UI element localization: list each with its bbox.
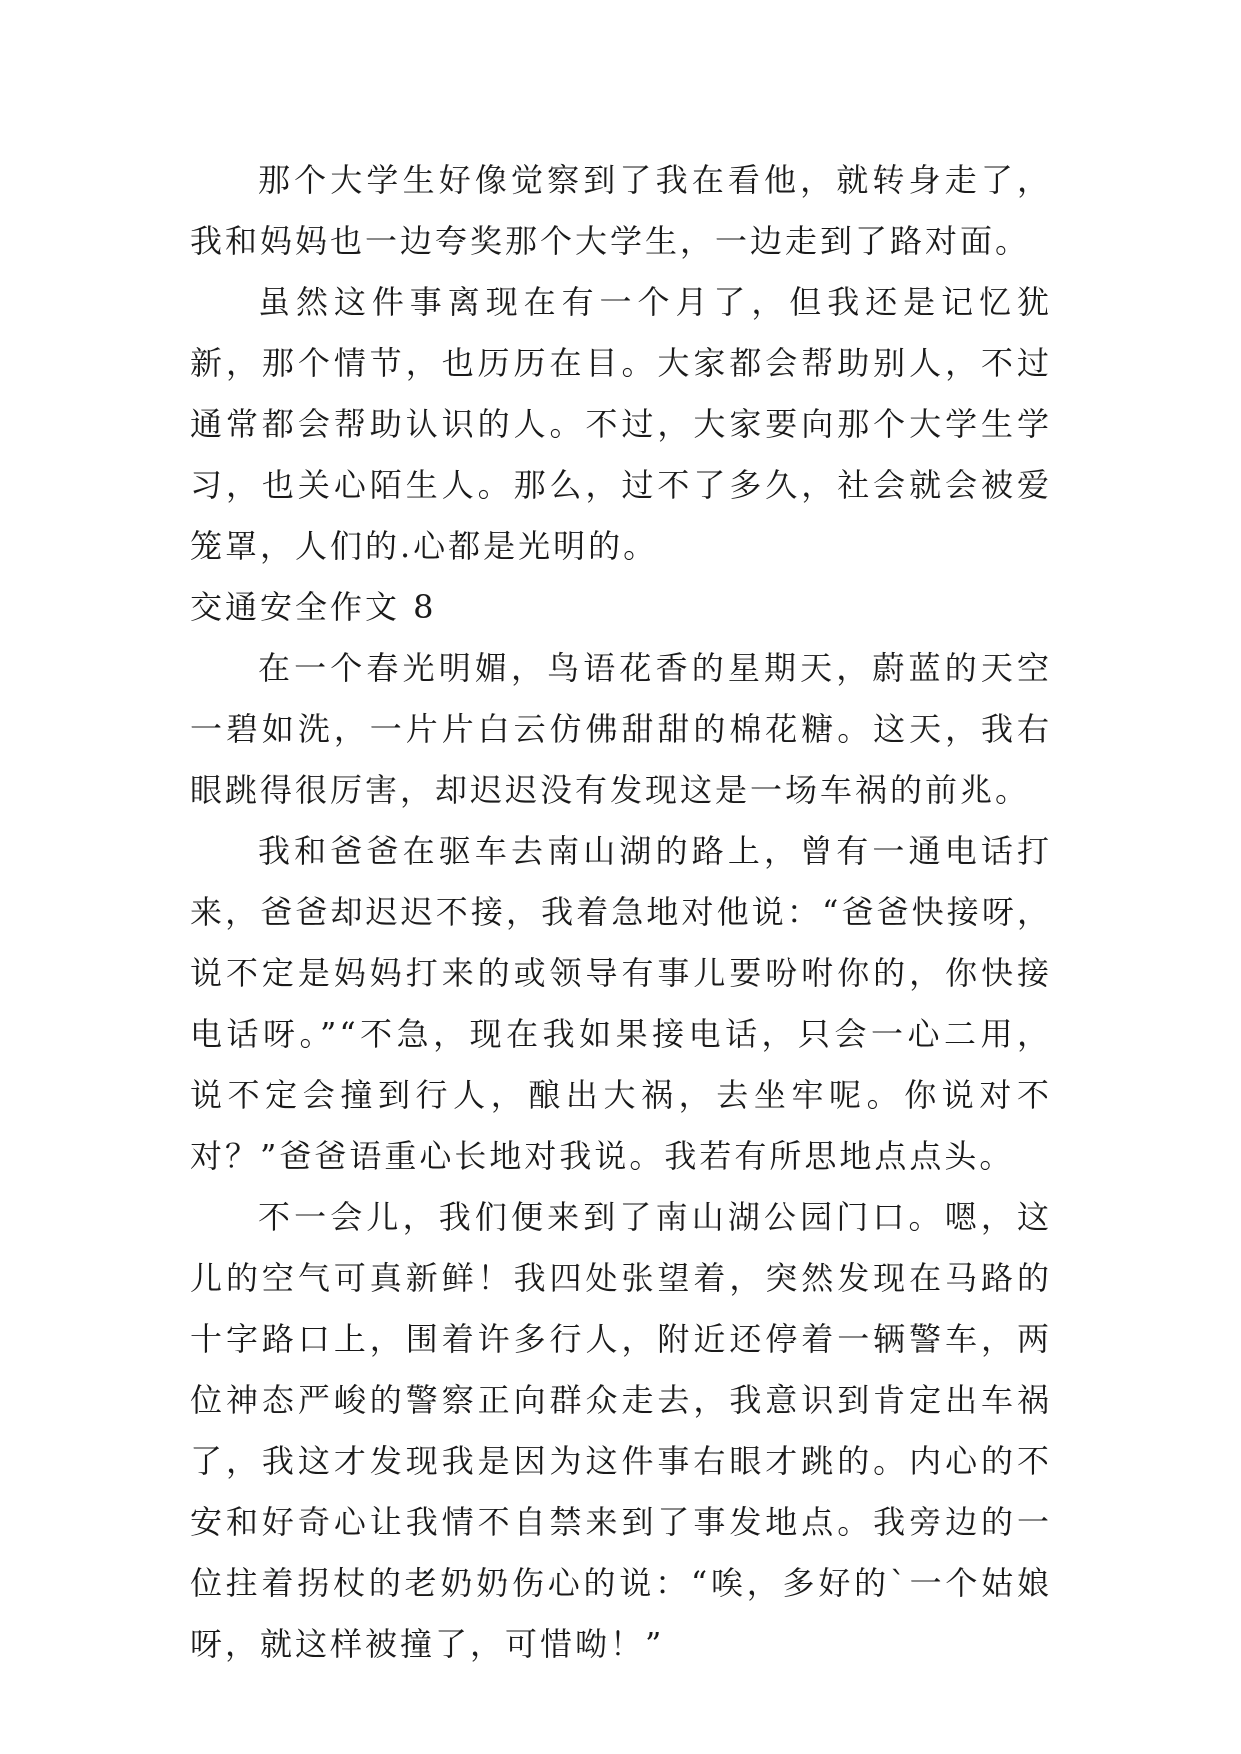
paragraph-5: 不一会儿，我们便来到了南山湖公园门口。嗯，这儿的空气可真新鲜！我四处张望着，突然发现在马路的十字路口上，围着许多行人，附近还停着一辆警车，两位神态严峻的警察正向群众走去，我意识到肯定出车祸了，我这才发现我是因为这件事右眼才跳的。内心的不安和好奇心让我情不自禁来到了事发地点。我旁边的一位拄着拐杖的老奶奶伤心的说：“唉，多好的`一个姑娘呀，就这样被撞了，可惜呦！” [190, 1198, 1052, 1663]
paragraph-2: 虽然这件事离现在有一个月了，但我还是记忆犹新，那个情节，也历历在目。大家都会帮助别人，不过通常都会帮助认识的人。不过，大家要向那个大学生学习，也关心陌生人。那么，过不了多久，社会就会被爱笼罩，人们的.心都是光明的。 [190, 283, 1052, 565]
paragraph-4: 我和爸爸在驱车去南山湖的路上，曾有一通电话打来，爸爸却迟迟不接，我着急地对他说：“爸爸快接呀，说不定是妈妈打来的或领导有事儿要吩咐你的，你快接电话呀。”“不急，现在我如果接电话，只会一心二用，说不定会撞到行人，酿出大祸，去坐牢呢。你说对不对？”爸爸语重心长地对我说。我若有所思地点点头。 [190, 832, 1052, 1175]
paragraph-3: 在一个春光明媚，鸟语花香的星期天，蔚蓝的天空一碧如洗，一片片白云仿佛甜甜的棉花糖。这天，我右眼跳得很厉害，却迟迟没有发现这是一场车祸的前兆。 [190, 649, 1052, 809]
document-page [190, 150, 1052, 1675]
paragraph-1: 那个大学生好像觉察到了我在看他，就转身走了，我和妈妈也一边夸奖那个大学生，一边走到了路对面。 [190, 161, 1052, 260]
section-title: 交通安全作文 8 [190, 588, 437, 626]
